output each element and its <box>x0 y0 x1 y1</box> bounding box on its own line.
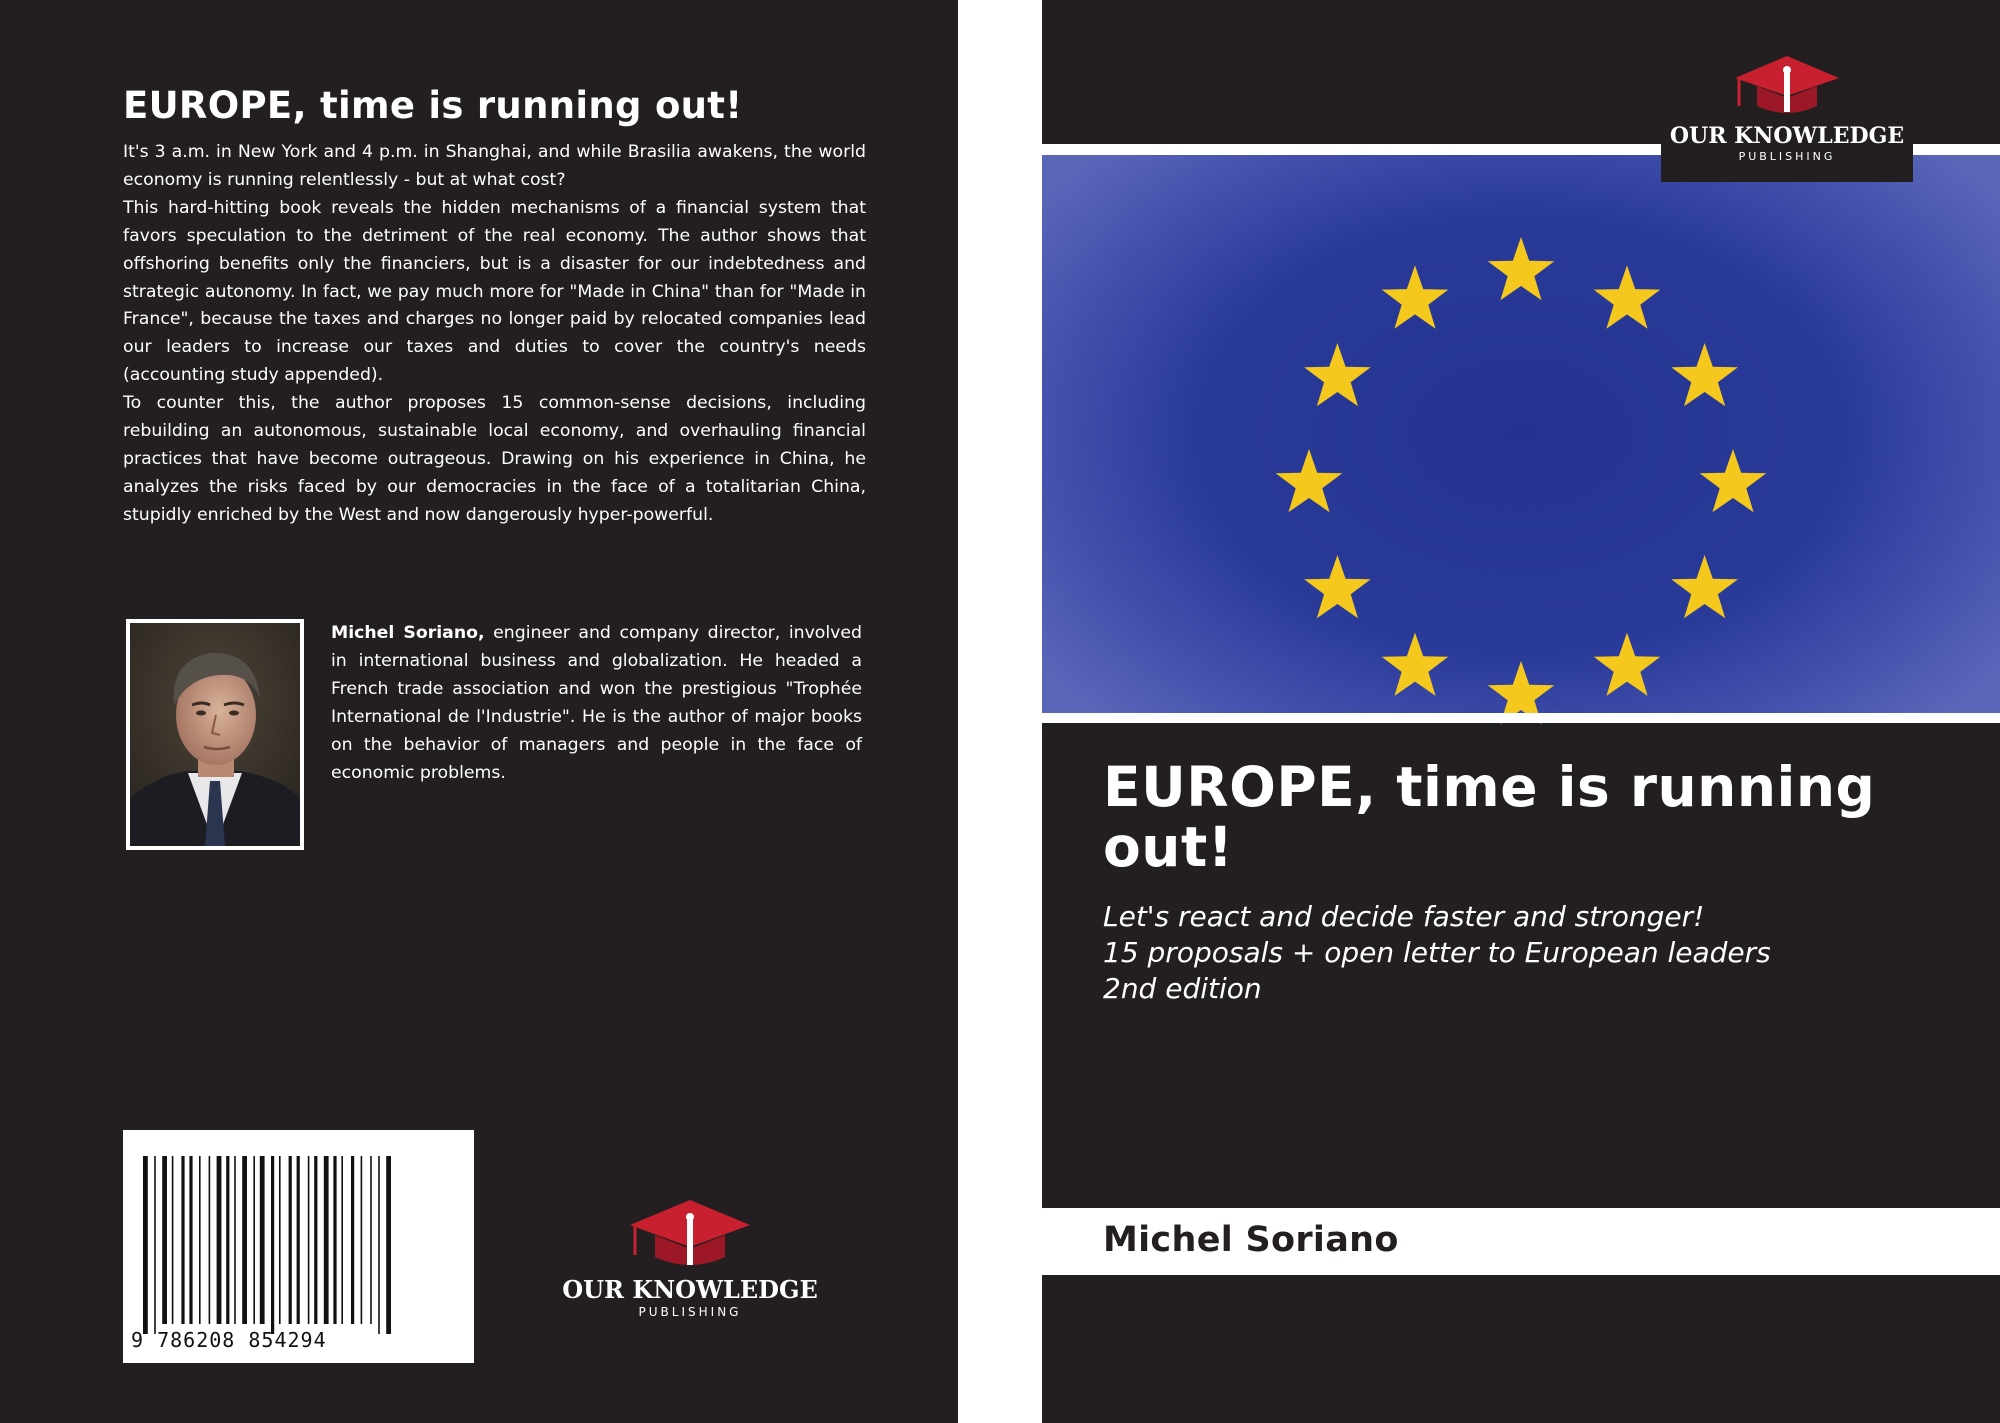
barcode-bars <box>123 1130 474 1330</box>
front-cover-subtitle <box>1103 899 1963 1007</box>
isbn-barcode <box>123 1130 474 1363</box>
publisher-name: OUR KNOWLEDGE <box>562 1275 818 1304</box>
barcode-bar <box>297 1156 300 1324</box>
star-icon <box>1304 555 1371 618</box>
star-icon <box>1594 633 1661 696</box>
star-icon <box>1304 343 1371 406</box>
eu-stars <box>1042 155 2000 713</box>
spine-author: Michel Soriano <box>890 1147 910 1273</box>
barcode-bar <box>209 1156 211 1324</box>
eu-flag <box>1042 155 2000 713</box>
author-band <box>1042 1208 2000 1275</box>
star-icon <box>1671 555 1738 618</box>
star-icon <box>1594 265 1661 328</box>
barcode-bar <box>324 1156 329 1324</box>
barcode-bar <box>242 1156 247 1324</box>
front-cover-author: Michel Soriano <box>1103 1220 1399 1260</box>
barcode-bar <box>143 1156 148 1334</box>
barcode-bar <box>199 1156 201 1324</box>
barcode-bar <box>162 1156 167 1324</box>
publisher-subtitle: PUBLISHING <box>638 1305 742 1319</box>
blurb-paragraph: This hard-hitting book reveals the hidden mechanisms of a financial system that favors speculation to the detriment of the real economy. The author shows that offshoring benefits only the financiers, but is a disaster for our indebtedness and strategic autonomy. In fact, we pay much more for "Made in China" than for "Made in France", because the taxes and charges no longer paid by relocated companies lead our leaders to increase our taxes and duties to cover the country's needs (accounting study appended). <box>123 197 866 386</box>
barcode-bar <box>361 1156 363 1324</box>
barcode-bar <box>271 1156 274 1334</box>
barcode-bar <box>370 1156 372 1324</box>
bio-author-name: Michel Soriano, <box>331 623 485 643</box>
front-cover <box>1042 0 2000 1423</box>
barcode-bar <box>308 1156 310 1324</box>
subtitle-line: Let's react and decide faster and stronger! <box>1103 900 1705 933</box>
back-cover-blurb <box>123 139 866 530</box>
barcode-bar <box>189 1156 192 1324</box>
barcode-bar <box>217 1156 222 1324</box>
barcode-bar <box>341 1156 343 1324</box>
barcode-bar <box>333 1156 336 1324</box>
star-icon <box>1488 237 1555 300</box>
barcode-bar <box>226 1156 229 1324</box>
barcode-bar <box>378 1156 380 1334</box>
barcode-bar <box>181 1156 184 1324</box>
isbn-number: 9 786208 854294 <box>131 1328 327 1352</box>
star-icon <box>1671 343 1738 406</box>
barcode-bar <box>279 1156 281 1324</box>
publisher-subtitle: PUBLISHING <box>1738 150 1836 163</box>
graduation-cap-icon <box>630 1200 750 1265</box>
publisher-logo-back <box>562 1195 818 1325</box>
barcode-bar <box>253 1156 255 1324</box>
blurb-paragraph: To counter this, the author proposes 15 common-sense decisions, including rebuilding an autonomous, sustainable local economy, and overhauling financial practices that have become outrageous. Drawing on his experience in China, he analyzes the risks faced by our democracies in the face of a totalitarian China, stupidly enriched by the West and now dangerously hyper-powerful. <box>123 393 866 525</box>
author-photo <box>126 619 304 850</box>
front-cover-title: EUROPE, time is running out! <box>1103 755 1876 879</box>
barcode-bar <box>314 1156 317 1324</box>
subtitle-line: 2nd edition <box>1103 972 1262 1005</box>
barcode-bar <box>260 1156 265 1324</box>
star-icon <box>1276 449 1343 512</box>
subtitle-line: 15 proposals + open letter to European leaders <box>1103 936 1771 969</box>
barcode-bar <box>234 1156 236 1324</box>
graduation-cap-icon <box>1735 56 1839 113</box>
spine <box>890 0 1042 1423</box>
barcode-bar <box>351 1156 354 1324</box>
barcode-bar <box>154 1156 156 1334</box>
publisher-logo-front <box>1661 50 1913 182</box>
back-cover <box>0 0 958 1423</box>
barcode-bar <box>386 1156 391 1334</box>
back-cover-title: EUROPE, time is running out! <box>123 84 743 127</box>
author-bio <box>331 620 862 787</box>
bio-text: engineer and company director, involved in international business and globalization. He headed a French trade association and won the prestigious "Trophée International de l'Industrie". He is the author of major books on the behavior of managers and people in the face of economic problems. <box>331 623 863 783</box>
publisher-name: OUR KNOWLEDGE <box>1669 123 1905 149</box>
star-icon <box>1382 633 1449 696</box>
barcode-bar <box>289 1156 292 1324</box>
barcode-bar <box>172 1156 174 1324</box>
star-icon <box>1382 265 1449 328</box>
star-icon <box>1700 449 1767 512</box>
blurb-paragraph: It's 3 a.m. in New York and 4 p.m. in Shanghai, and while Brasilia awakens, the world economy is running relentlessly - but at what cost? <box>123 142 866 190</box>
white-stripe-bottom <box>1042 713 2000 723</box>
